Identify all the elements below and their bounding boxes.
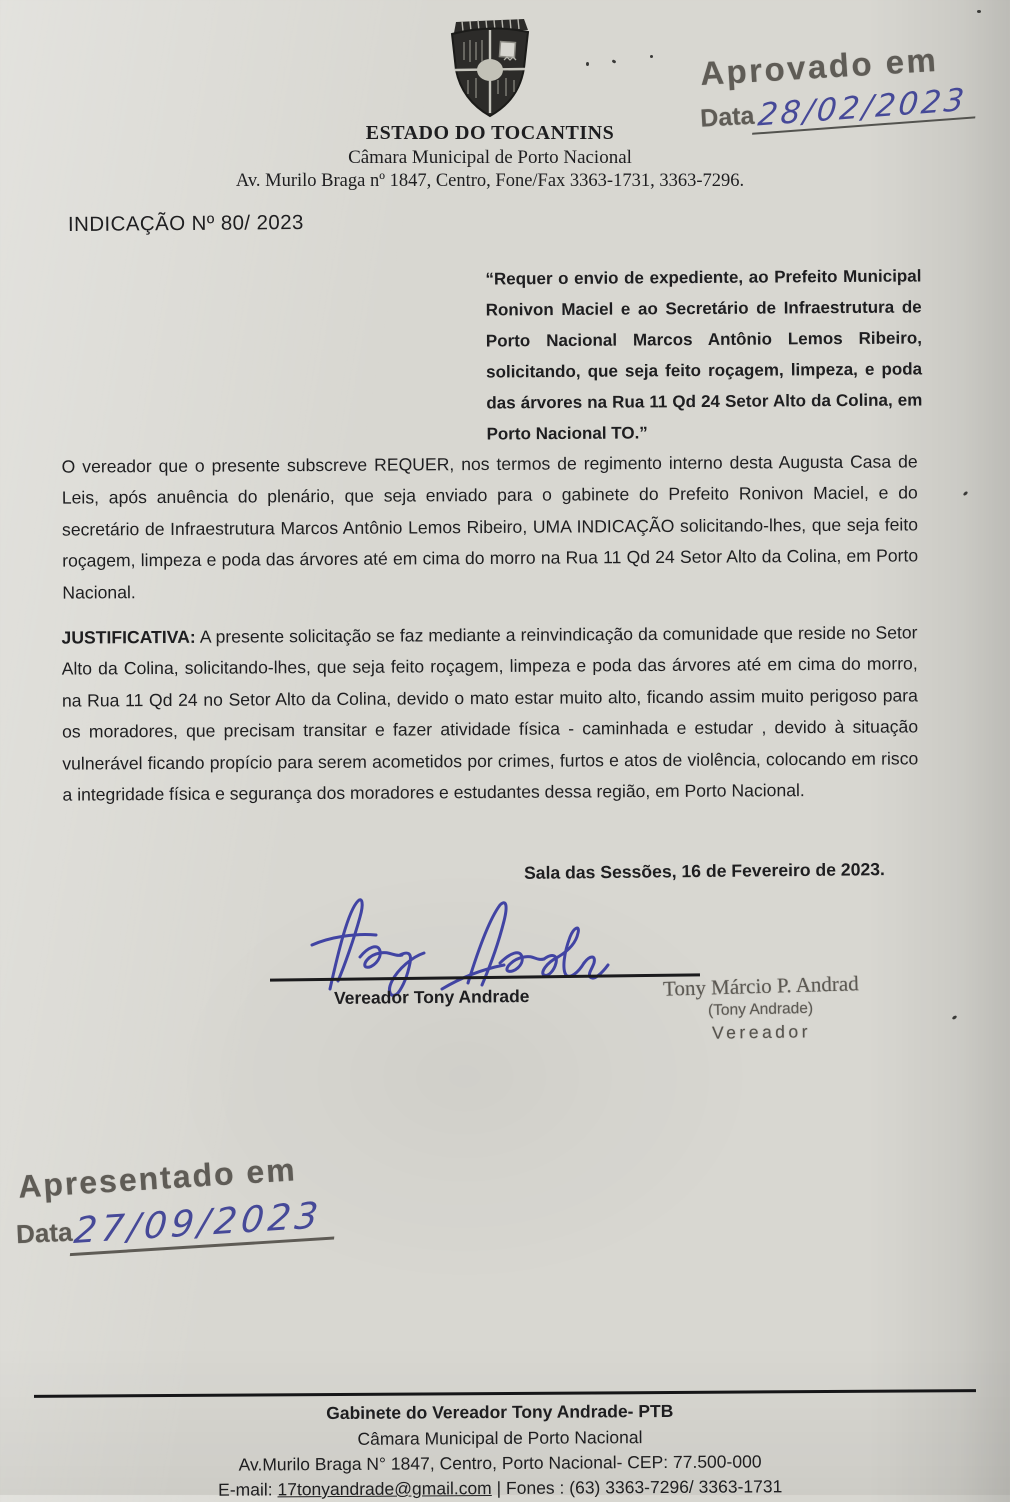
footer-divider <box>34 1389 976 1398</box>
scan-speck <box>952 1015 958 1020</box>
footer-office: Gabinete do Vereador Tony Andrade- PTB <box>326 1400 674 1424</box>
session-date-line: Sala das Sessões, 16 de Fevereiro de 2023. <box>523 859 885 883</box>
footer-email: 17tonyandrade@gmail.com <box>277 1478 492 1500</box>
scan-speck <box>977 10 981 13</box>
scan-speck <box>650 55 653 58</box>
summary-quote: “Requer o envio de expediente, ao Prefeito Municipal Ronivon Maciel e ao Secretário de Infraestrutura de Porto Nacional Marcos Antônio Lemos Ribeiro, solicitando, que seja feito roçagem, limpeza, e poda das árvores na Rua 11 Qd 24 Setor Alto da Colina, em Porto Nacional TO.” <box>485 266 923 444</box>
approved-date-handwritten: 28/02/2023 <box>752 82 978 135</box>
chamber-name: Câmara Municipal de Porto Nacional <box>348 147 632 168</box>
state-name: ESTADO DO TOCANTINS <box>365 122 615 144</box>
presented-date-handwritten: 27/09/2023 <box>70 1196 338 1256</box>
footer-phones: | Fones : (63) 3363-7296/ 3363-1731 <box>491 1476 783 1499</box>
coat-of-arms-icon <box>442 14 538 118</box>
footer-address: Av.Murilo Braga N° 1847, Centro, Porto Nacional- CEP: 77.500-000 <box>238 1451 762 1475</box>
footer-contact <box>40 1475 960 1502</box>
approved-date-label: Data <box>699 101 756 133</box>
justification-label: JUSTIFICATIVA: <box>61 626 196 648</box>
body-paragraph-request: O vereador que o presente subscreve REQUER, nos termos de regimento interno desta Augusta Casa de Leis, após anuência do plenário, que seja enviado para o gabinete do Prefeito Ronivon Maciel, e do secretário de Infraestrutura Marcos Antônio Lemos Ribeiro, UMA INDICAÇÃO solicitando-lhes, que seja feito roçagem, limpeza e poda das árvores até em cima do morro na Rua 11 Qd 24 Setor Alto da Colina, em Porto Nacional. <box>61 451 919 603</box>
presented-date-label: Data <box>15 1216 74 1250</box>
signatory-stamp-name: Tony Márcio P. Andrad <box>662 971 859 1001</box>
signatory-stamp-alias: (Tony Andrade) <box>707 999 814 1020</box>
approved-stamp-label: Aprovado em <box>699 40 940 93</box>
signatory-stamp-role: Vereador <box>711 1021 812 1043</box>
footer-email-label: E-mail: <box>218 1479 278 1500</box>
body-paragraph-justification <box>61 617 918 811</box>
scan-speck <box>586 62 589 66</box>
presented-stamp-date-row <box>15 1195 336 1256</box>
document-number: INDICAÇÃO Nº 80/ 2023 <box>67 210 304 237</box>
presented-stamp-label: Apresentado em <box>17 1151 298 1205</box>
chamber-address: Av. Murilo Braga nº 1847, Centro, Fone/Fax 3363-1731, 3363-7296. <box>235 171 745 191</box>
scan-speck <box>963 491 969 497</box>
justification-text: A presente solicitação se faz mediante a reinvindicação da comunidade que reside no Setor Alto da Colina, solicitando-lhes, que seja feito roçagem, limpeza e poda das árvores até em cima do morro, na Rua 11 Qd 24 no Setor Alto da Colina, devido o mato estar muito alto, ficando assim muito perigoso para os moradores, que precisam transitar e fazer atividade física - caminhada e estudar , devido à situação vulnerável ficando propício para serem acometidos por crimes, furtos e atos de violência, colocando em risco a integridade física e segurança dos moradores e estudantes dessa região, em Porto Nacional. <box>61 622 919 805</box>
footer <box>40 1397 961 1502</box>
signatory-name: Vereador Tony Andrade <box>333 985 530 1009</box>
footer-chamber: Câmara Municipal de Porto Nacional <box>357 1427 643 1449</box>
